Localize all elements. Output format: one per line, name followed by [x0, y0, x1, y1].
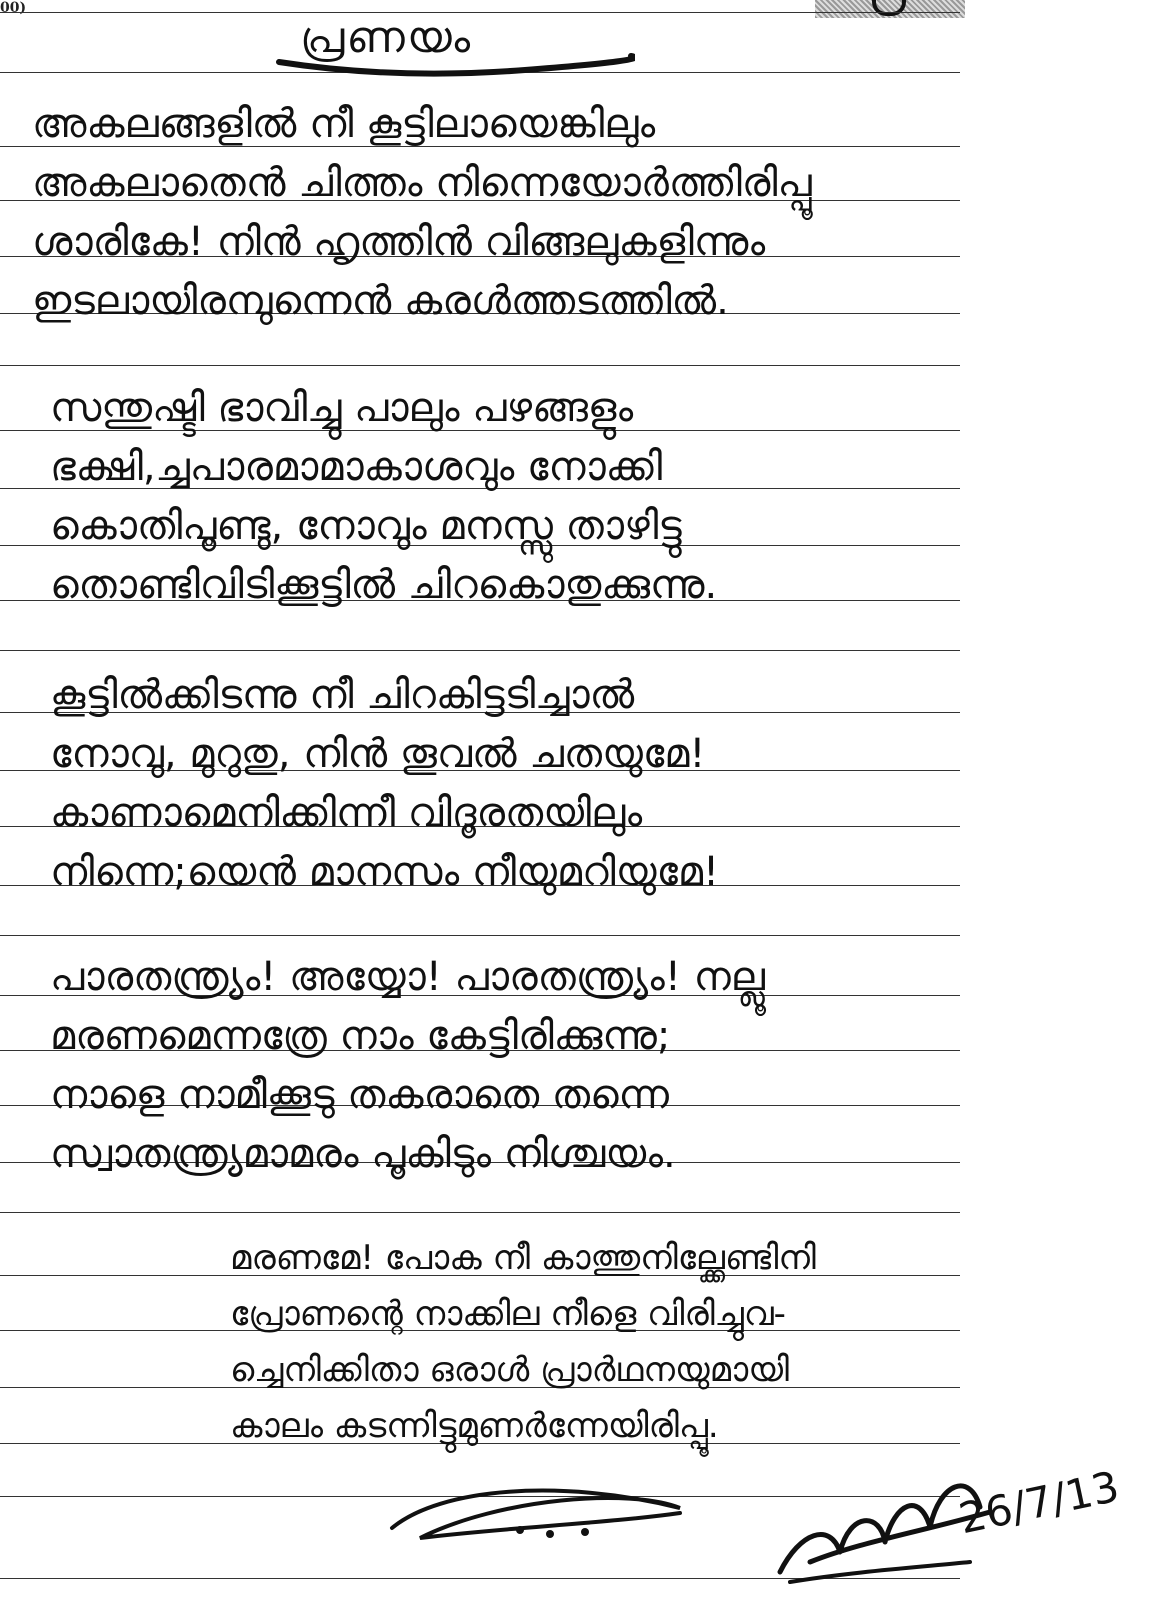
ruled-line — [0, 12, 960, 13]
poem-line: ശാരികേ! നിൻ ഹൃത്തിൻ വിങ്ങലുകളിന്നും — [32, 219, 766, 265]
signature-date: 26/7/13 — [954, 1461, 1124, 1544]
poem-line: അകലങ്ങളിൽ നീ കൂട്ടിലായെങ്കിലും — [32, 101, 656, 147]
ruled-line — [0, 365, 960, 366]
ruled-line — [0, 650, 960, 651]
poem-line: ഭക്ഷി,ച്ചപാരമാമാകാശവും നോക്കി — [50, 444, 663, 490]
poem-title: പ്രണയം — [300, 12, 473, 63]
poem-line: ച്ചെനിക്കിതാ ഒരാൾ പ്രാർഥനയുമായി — [230, 1350, 789, 1390]
poem-line: കാലം കടന്നിട്ടുമുണർന്നേയിരിപ്പൂ. — [230, 1406, 719, 1446]
poem-line: തൊണ്ടിവിടിക്കൂട്ടിൽ ചിറകൊതുക്കുന്നു. — [50, 562, 718, 608]
stanza-2 — [50, 380, 717, 616]
stanza-5 — [230, 1230, 816, 1454]
poem-line: കാണാമെനിക്കിന്നീ വിദൂരതയിലും — [50, 790, 643, 836]
poem-line: കൂട്ടിൽക്കിടന്നു നീ ചിറകിട്ടടിച്ചാൽ — [50, 672, 635, 718]
ruled-line — [0, 1212, 960, 1213]
poem-line: നോവു, മുറുതു, നിൻ തൂവൽ ചതയുമേ! — [50, 731, 706, 777]
poem-line: നാളെ നാമീക്കൂടു തകരാതെ തന്നെ — [50, 1072, 669, 1118]
poem-line: പാരതന്ത്ര്യം! അയ്യോ! പാരതന്ത്ര്യം! നല്ലൂ — [50, 954, 765, 1000]
stanza-1 — [32, 96, 812, 332]
stanza-4 — [50, 949, 765, 1185]
poem-line: അകലാതെൻ ചിത്തം നിന്നെയോർത്തിരിപ്പൂ — [32, 160, 812, 206]
poem-line: മരണമേ! പോക നീ കാത്തുനില്ക്കേണ്ടിനി — [230, 1238, 816, 1278]
poem-line: മരണമെന്നത്രേ നാം കേട്ടിരിക്കുന്നു; — [50, 1013, 671, 1059]
poem-line: സ്വാതന്ത്ര്യമാമരം പൂകിടും നിശ്ചയം. — [50, 1131, 676, 1177]
poem-line: ഇടലായിരമ്പുന്നെൻ കരൾത്തടത്തിൽ. — [32, 278, 729, 324]
poem-line: സന്തുഷ്ടി ഭാവിച്ചു പാലും പഴങ്ങളും — [50, 385, 634, 431]
poem-line: നിന്നെ;യെൻ മാനസം നീയുമറിയുമേ! — [50, 849, 720, 895]
ruled-line — [0, 935, 960, 936]
poem-line: പ്രോണന്റെ നാക്കില നീളെ വിരിച്ചുവ- — [230, 1294, 786, 1334]
signature-flourish — [380, 1468, 700, 1558]
poem-line: കൊതിപൂണ്ടു, നോവും മനസ്സു താഴിട്ടു — [50, 503, 682, 549]
page-corner-number: 00) — [0, 0, 27, 16]
title-underline-stroke — [275, 50, 635, 90]
stanza-3 — [50, 667, 719, 903]
